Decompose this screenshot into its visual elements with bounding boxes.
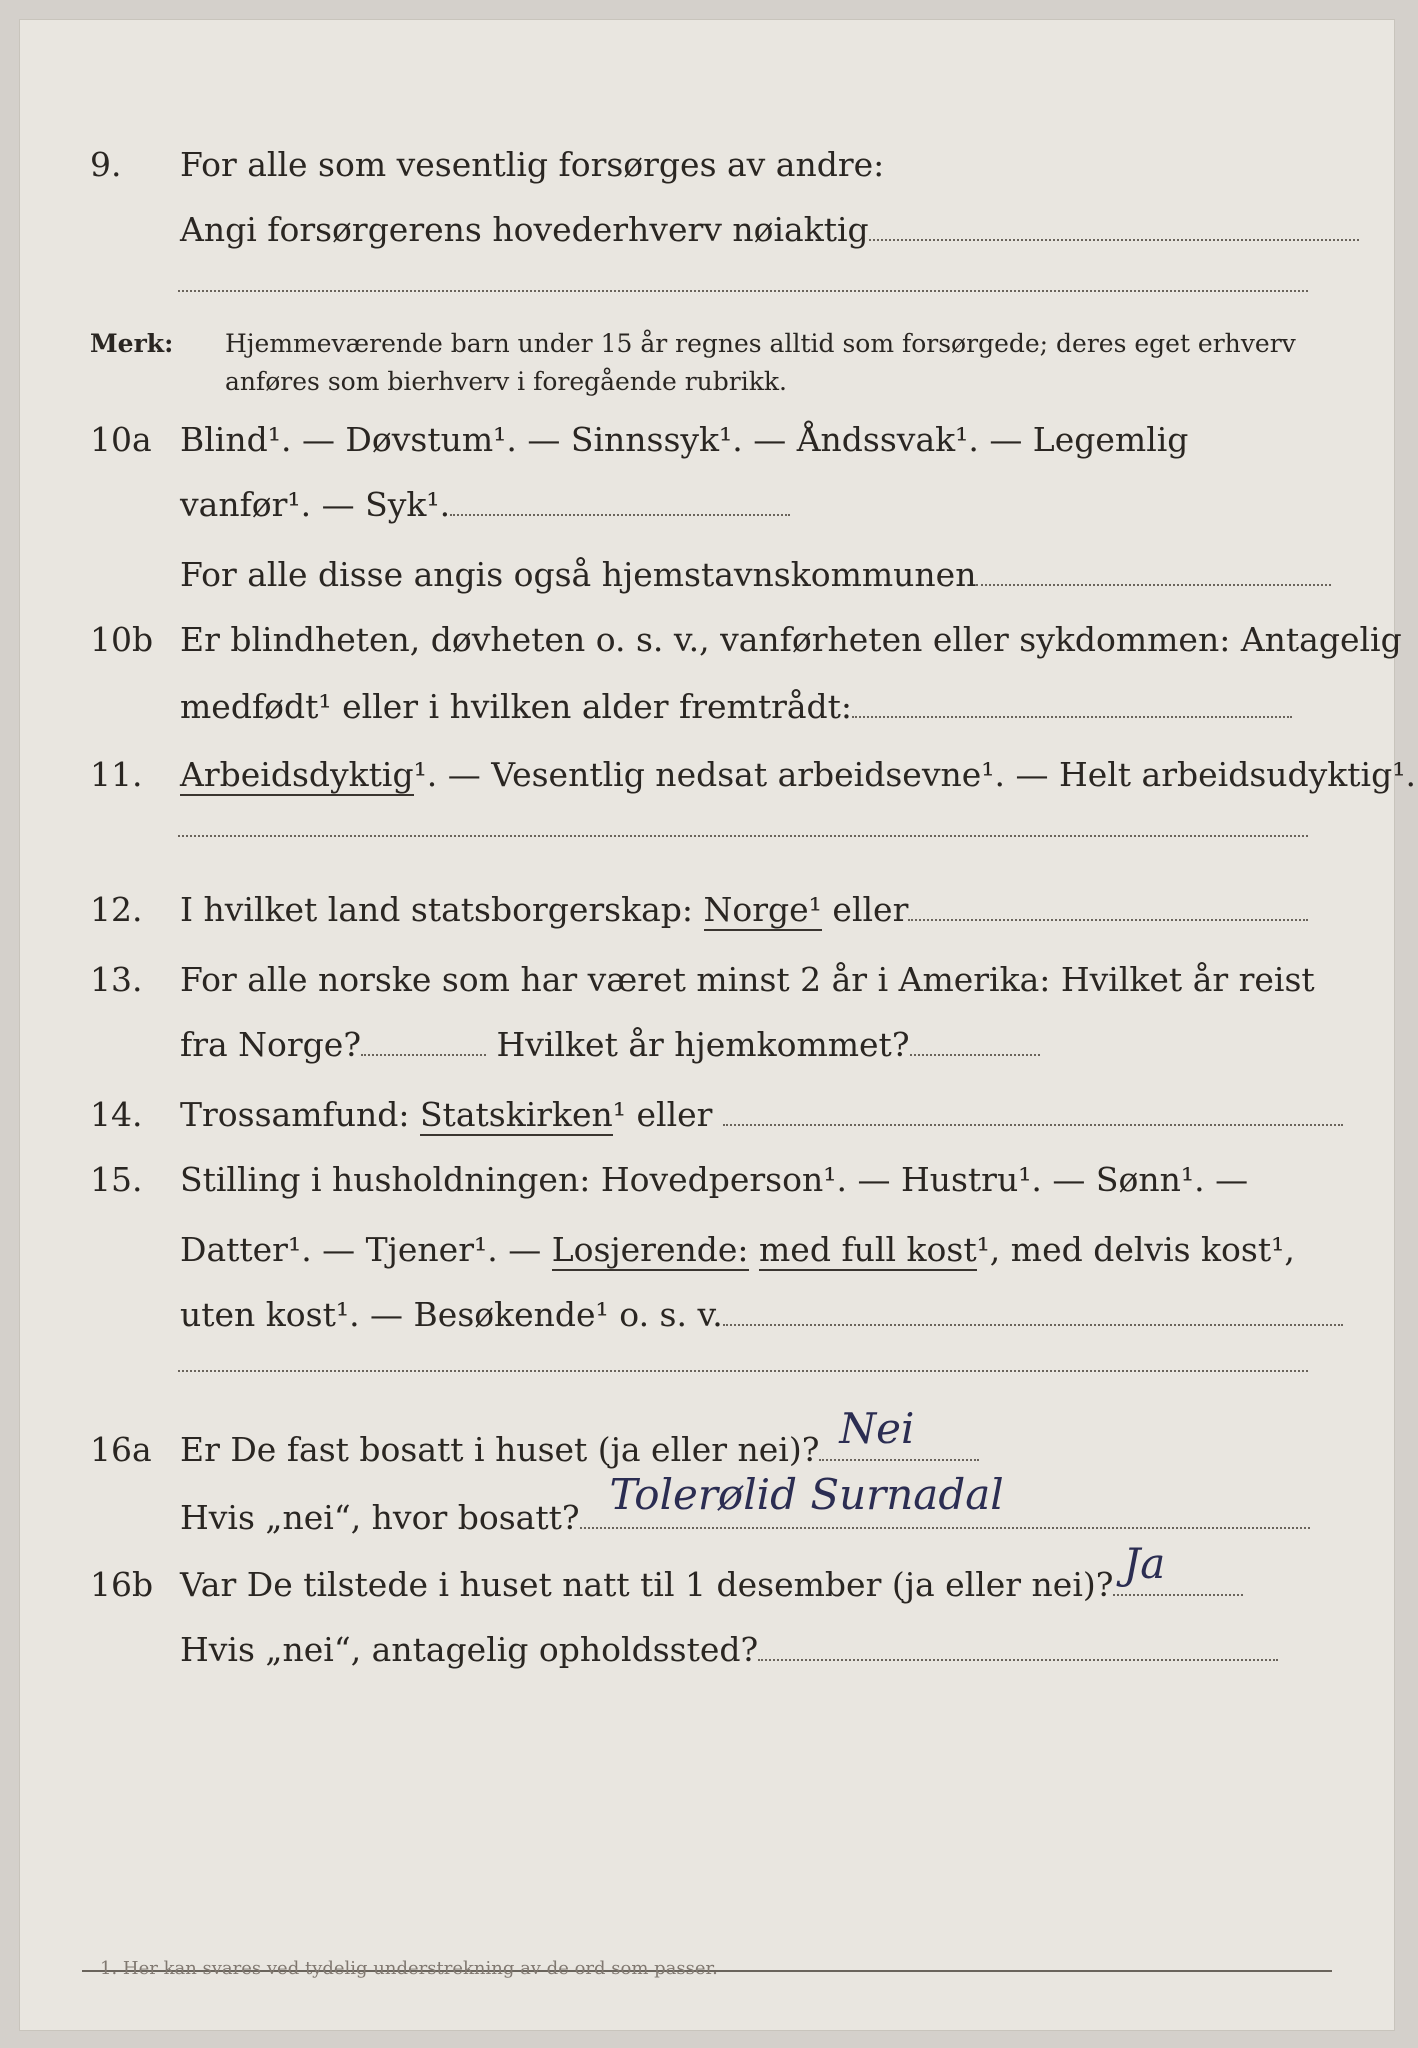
q15-text2a: Datter¹. — Tjener¹. —: [180, 1230, 542, 1269]
q9-answer-field[interactable]: [869, 213, 1359, 241]
q10b-number: 10b: [90, 620, 154, 659]
q12-underlined: Norge¹: [703, 890, 822, 929]
q16b-number: 16b: [90, 1565, 154, 1604]
q16a-answer-field[interactable]: [819, 1404, 979, 1461]
q16a-text1: Er De fast bosatt i huset (ja eller nei)?: [180, 1430, 820, 1469]
q14-underlined: Statskirken: [419, 1095, 613, 1134]
q10b-text2: medfødt¹ eller i hvilken alder fremtrådt:: [180, 687, 853, 726]
q16b-opholdssted-field[interactable]: [758, 1633, 1278, 1661]
q16a-bosatt-field[interactable]: [580, 1470, 1310, 1529]
q13-text2a: fra Norge?: [180, 1025, 362, 1064]
q13-hjemkommet-field[interactable]: [910, 1028, 1040, 1056]
q13-text2b: Hvilket år hjemkommet?: [496, 1025, 910, 1064]
q16a-text2: Hvis „nei“, hvor bosatt?: [180, 1498, 580, 1537]
merk-text1: Hjemmeværende barn under 15 år regnes alltid som forsørgede; deres eget erhverv: [225, 329, 1296, 358]
q14-number: 14.: [90, 1095, 143, 1134]
q13-reist-field[interactable]: [361, 1028, 486, 1056]
q12-post: eller: [832, 890, 909, 929]
q9-number: 9.: [90, 145, 122, 184]
q11-extra-line[interactable]: [178, 835, 1308, 837]
q13-number: 13.: [90, 960, 143, 999]
q15-number: 15.: [90, 1160, 143, 1199]
q10b-answer-field[interactable]: [852, 690, 1292, 718]
footnote-text: 1. Her kan svares ved tydelig understrekning av de ord som passer.: [100, 1958, 718, 1979]
q10a-kommune-field[interactable]: [976, 558, 1331, 586]
q10a-text2: vanfør¹. — Syk¹.: [180, 485, 451, 524]
q15-answer-field[interactable]: [723, 1298, 1343, 1326]
q15-text3: uten kost¹. — Besøkende¹ o. s. v.: [180, 1295, 723, 1334]
q9-text2: Angi forsørgerens hovederhverv nøiaktig: [180, 210, 869, 249]
q11-underlined: Arbeidsdyktig: [180, 755, 414, 794]
q16a-answer-nei: Nei: [839, 1404, 915, 1453]
merk-label: Merk:: [90, 329, 174, 358]
q12-number: 12.: [90, 890, 143, 929]
q16b-answer-field[interactable]: [1113, 1539, 1243, 1596]
q12-pre: I hvilket land statsborgerskap:: [180, 890, 694, 929]
q14-answer-field[interactable]: [723, 1098, 1343, 1126]
q16b-answer-ja: Ja: [1123, 1539, 1166, 1588]
q16b-text1: Var De tilstede i huset natt til 1 desember (ja eller nei)?: [180, 1565, 1114, 1604]
q15-extra-line[interactable]: [178, 1370, 1308, 1372]
q9-extra-line[interactable]: [178, 290, 1308, 292]
q10a-text3: For alle disse angis også hjemstavnskommunen: [180, 555, 977, 594]
q11-number: 11.: [90, 755, 143, 794]
q15-losjerende: Losjerende:: [551, 1230, 749, 1269]
q14-pre: Trossamfund:: [180, 1095, 410, 1134]
q12-answer-field[interactable]: [908, 893, 1308, 921]
q11-text: ¹. — Vesentlig nedsat arbeidsevne¹. — Helt arbeidsudyktig¹.: [413, 755, 1416, 794]
q15-text1: Stilling i husholdningen: Hovedperson¹. — Hustru¹. — Sønn¹. —: [180, 1160, 1249, 1199]
q10a-text1: Blind¹. — Døvstum¹. — Sinnssyk¹. — Åndssvak¹. — Legemlig: [180, 420, 1189, 459]
q16a-number: 16a: [90, 1430, 152, 1469]
q13-text1: For alle norske som har været minst 2 år i Amerika: Hvilket år reist: [180, 960, 1315, 999]
q10b-text1: Er blindheten, døvheten o. s. v., vanførheten eller sykdommen: Antagelig: [180, 620, 1402, 659]
q15-text2b: ¹, med delvis kost¹,: [976, 1230, 1295, 1269]
q10a-number: 10a: [90, 420, 152, 459]
merk-text2: anføres som bierhverv i foregående rubrikk.: [225, 367, 787, 396]
q16a-answer-bosatt: Tolerølid Surnadal: [609, 1470, 1004, 1519]
form-page: [20, 20, 1416, 2030]
q15-full-kost: med full kost: [759, 1230, 977, 1269]
q16b-text2: Hvis „nei“, antagelig opholdssted?: [180, 1630, 759, 1669]
q14-post: ¹ eller: [612, 1095, 713, 1134]
q10a-answer-field[interactable]: [450, 488, 790, 516]
q9-text: For alle som vesentlig forsørges av andre:: [180, 145, 885, 184]
